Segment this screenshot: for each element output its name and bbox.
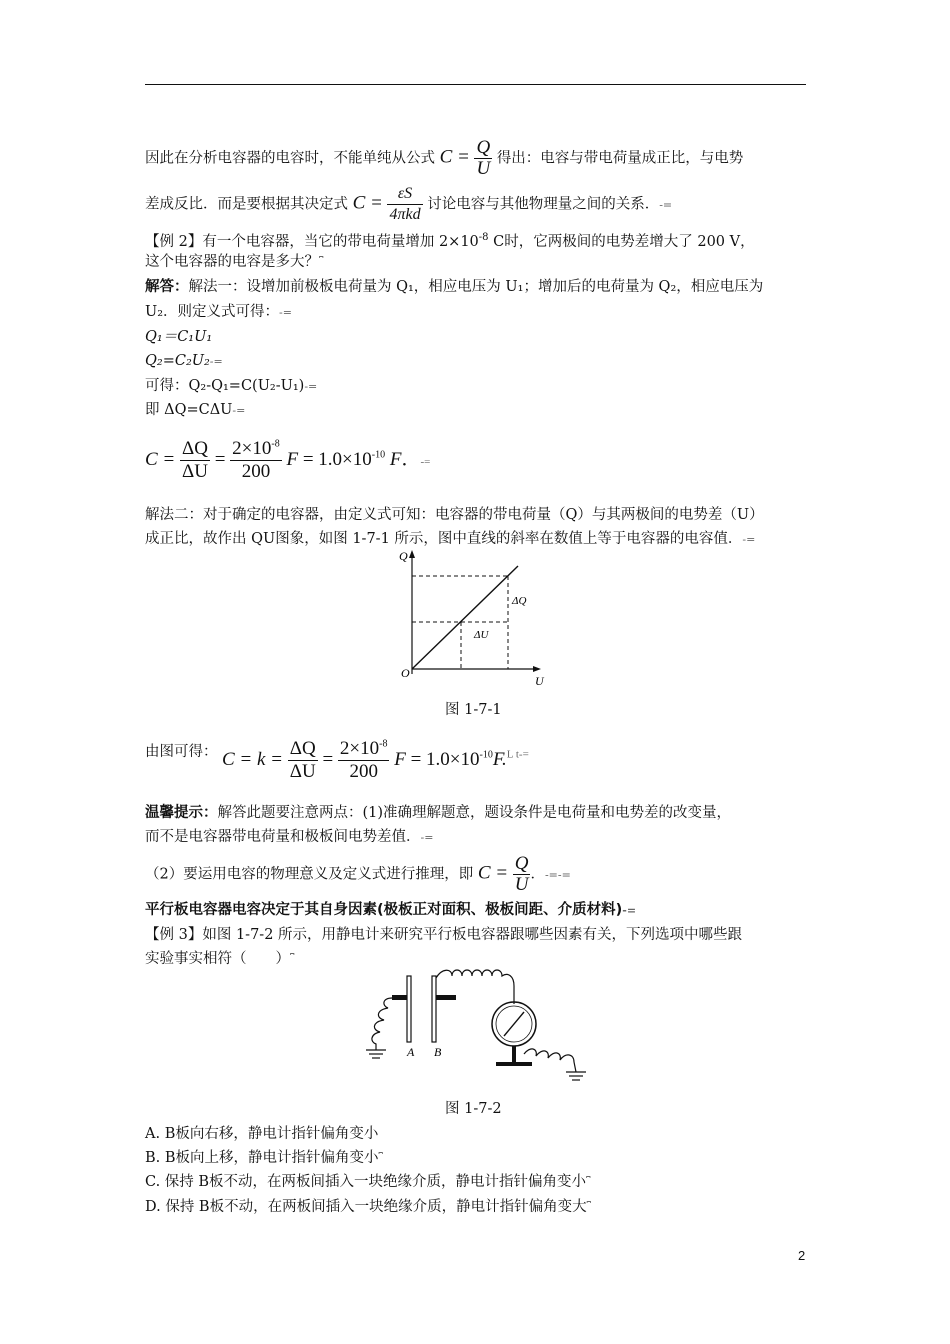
formula1: C = $\frac{\Delta Q}{\Delta U}$ = $\frac{2\times 10^{-8}}{200}$ $F = 1.0\times 10^{-10}$ F．-= [145,438,431,482]
page-number: 2 [798,1248,806,1263]
tip-line3: （2）要运用电容的物理意义及定义式进行推理，即 C = $\frac{Q}{U}$ ．-=-= [145,853,571,895]
example2-line1: 【例 2】有一个电容器，当它的带电荷量增加 $2\times 10^{-8}$ C时，它两极间的电势差增大了 200 V， [145,232,755,250]
origin-label: O [401,666,410,680]
electrometer-diagram [360,968,600,1083]
method2-line2: 成正比，故作出 QU图象，如图 1-7-1 所示，图中直线的斜率在数值上等于电容器的电容值．-= [145,531,756,547]
left-ground-icon [366,998,405,1058]
answer-label: 解答： [145,279,189,295]
plate-a-handle [392,995,407,1000]
label-a: A [407,1045,415,1059]
method2-line1: 解法二：对于确定的电容器，由定义式可知：电容器的带电荷量（Q）与其两极间的电势差（U） [145,507,764,523]
delta-q-label: ΔQ [512,595,527,607]
option-c: C. 保持 B板不动，在两板间插入一块绝缘介质，静电计指针偏角变小⎴ [145,1174,591,1190]
tip-line2: 而不是电容器带电荷量和极板间电势差值．-= [145,829,434,845]
from-graph-formula: C = k = $\frac{\Delta Q}{\Delta U}$ = $\frac{2\times 10^{-8}}{200}$ $F = 1.0\times 10^{-10}F.^{L t-=}$ [222,738,529,782]
option-b: B. B板向上移，静电计指针偏角变小⎴ [145,1150,383,1166]
u-axis-arrow [533,666,541,672]
para1 [145,138,743,179]
tip-line1: 温馨提示：解答此题要注意两点：(1)准确理解题意，题设条件是电荷量和电势差的改变量， [145,805,732,821]
tip-label: 温馨提示： [145,805,218,821]
q-axis-arrow [409,550,415,558]
para1-text-post: 得出：电容与带电荷量成正比，与电势 [496,150,744,167]
answer-line1: 解答：解法一：设增加前极板电荷量为 Q₁，相应电压为 U₁；增加后的电荷量为 Q₂，相应电压为 [145,279,764,295]
fraction: $\frac{Q}{U}$ [514,853,529,895]
answer-eq2: Q₂=C₂U₂-= [145,353,223,369]
plate-a [407,976,411,1042]
section-heading: 平行板电容器电容决定于其自身因素(极板正对面积、极板间距、介质材料)-= [145,902,637,918]
answer-eq4: 即 ΔQ=CΔU-= [145,402,246,418]
u-axis-label: U [535,674,544,688]
option-a: A. B板向右移，静电计指针偏角变小 [145,1126,379,1142]
plate-b-handle [436,995,456,1000]
plate-b [432,976,436,1042]
electrometer-needle [504,1012,524,1036]
fraction: $\frac{Q}{U}$ [476,137,491,179]
fraction: $\frac{\Delta Q}{\Delta U}$ [182,438,208,482]
example2-line2: 这个电容器的电容是多大？⎴ [145,254,324,270]
right-ground-icon [524,1049,586,1080]
q-axis-label: Q [399,549,408,563]
fraction: $\frac{2\times 10^{-8}}{200}$ [339,738,388,782]
example3-line2: 实验事实相符（ ）⎴ [145,951,295,967]
from-graph-label: 由图可得： [145,744,218,760]
figure1-caption: 图 1-7-1 [445,702,502,718]
fraction: $\frac{\varepsilon S}{\text{4πkd}}$ [389,185,421,223]
fraction: $\frac{\Delta Q}{\Delta U}$ [289,738,316,782]
label-b: B [434,1045,442,1059]
para1-text: 因此在分析电容器的电容时，不能单纯从公式 [145,150,435,167]
qu-graph [395,546,555,691]
answer-line2: U₂．则定义式可得：-= [145,304,292,320]
figure2-caption: 图 1-7-2 [445,1101,502,1117]
fraction: $\frac{2\times 10^{-8}}{200}$ [232,438,280,482]
answer-eq1: Q₁＝C₁U₁ [145,329,213,345]
example3-line1: 【例 3】如图 1-7-2 所示，用静电计来研究平行板电容器跟哪些因素有关，下列选项中哪些跟 [145,927,743,943]
answer-eq3: 可得：Q₂-Q₁=C(U₂-U₁)-= [145,378,318,394]
option-d: D. 保持 B板不动，在两板间插入一块绝缘介质，静电计指针偏角变大⎴ [145,1199,591,1215]
electrometer-base [496,1062,532,1066]
para2: 差成反比．而是要根据其决定式 C = $\frac{\varepsilon S}{\text{4πkd}}$ 讨论电容与其他物理量之间的关系．-= [145,185,673,223]
qu-line [412,566,518,669]
header-rule [145,84,806,85]
formula-lhs: C = [439,146,470,168]
delta-u-label: ΔU [474,629,489,641]
